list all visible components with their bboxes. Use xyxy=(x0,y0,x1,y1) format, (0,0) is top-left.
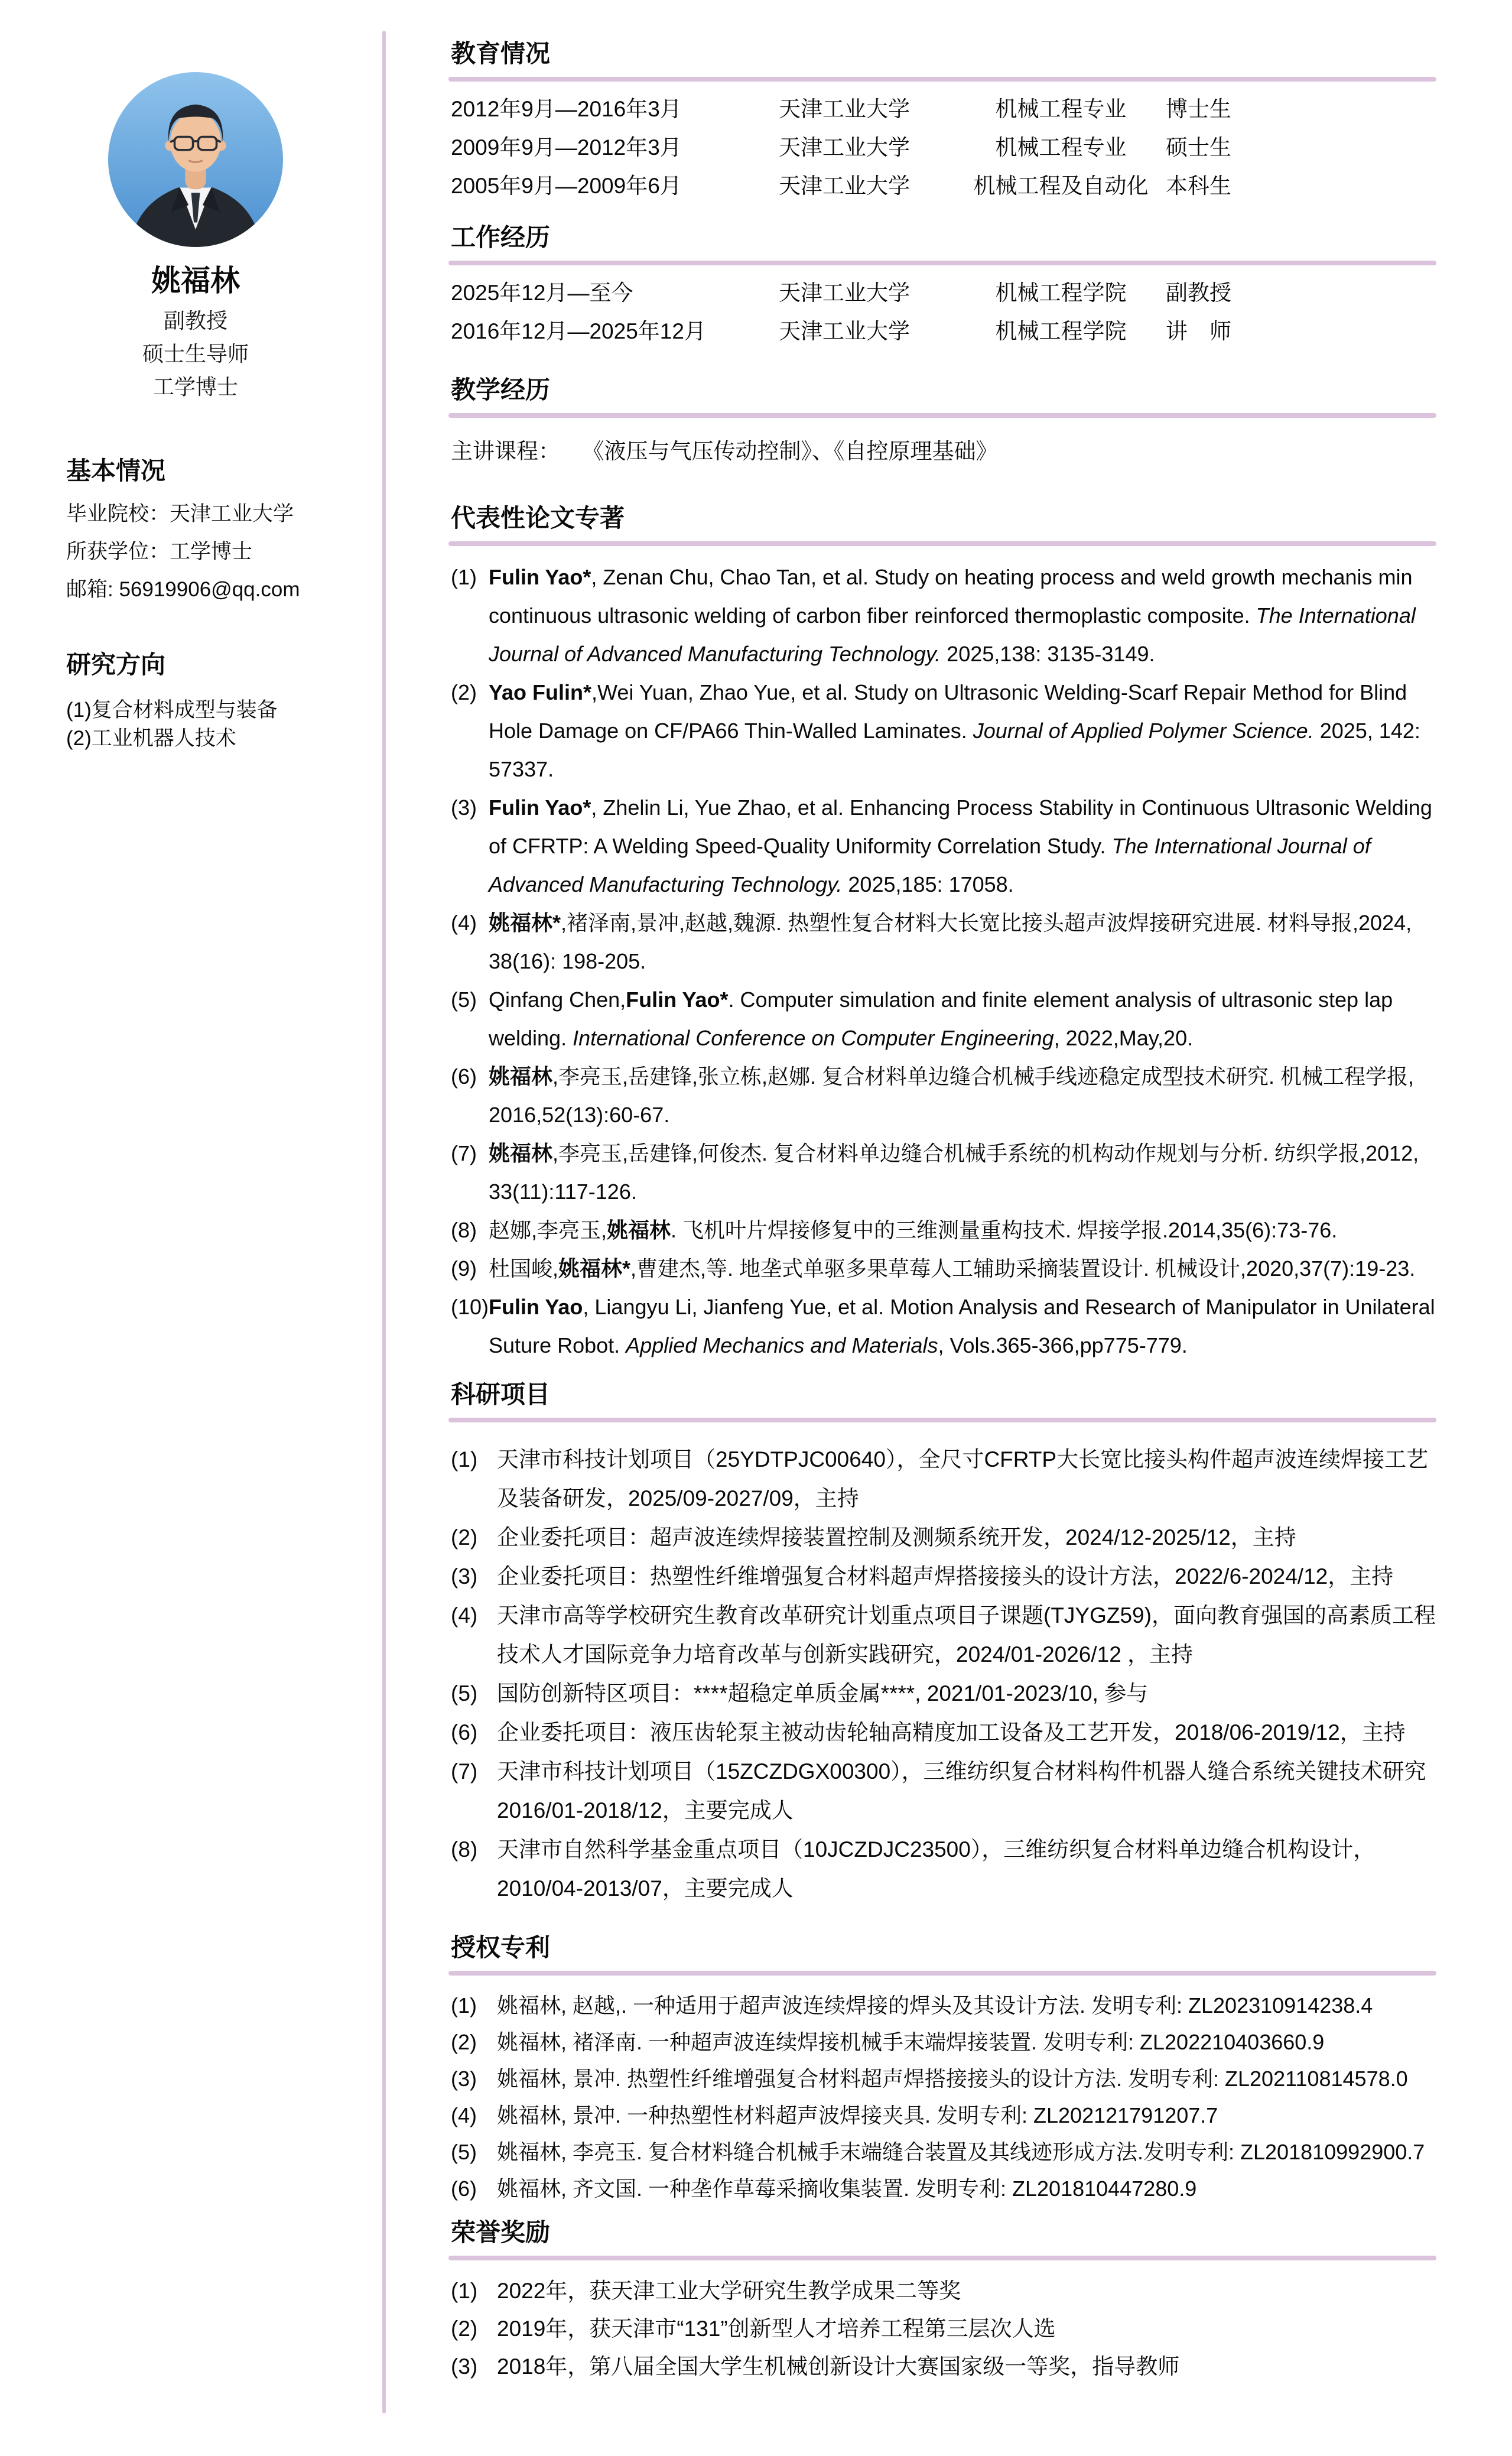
paper-item-segment: . 飞机叶片焊接修复中的三维测量重构技术. 焊接学报.2014,35(6):73-76. xyxy=(671,1218,1338,1242)
patents-header: 授权专利 xyxy=(451,1934,551,1961)
project-item-number: (3) xyxy=(451,1564,478,1588)
patent-item-number: (2) xyxy=(451,2030,477,2054)
paper-item-segment: 姚福林* xyxy=(558,1256,631,1281)
education-rows xyxy=(451,90,1436,205)
paper-item-text xyxy=(489,673,1436,788)
paper-item-segment: 2025,138: 3135-3149. xyxy=(941,642,1155,666)
award-item xyxy=(451,2310,1436,2348)
paper-item-segment: , Zenan Chu, Chao Tan, et al. Study on heating process and weld growth mechanis min continuous ultrasonic welding of carbon fiber reinforced thermoplastic composite. xyxy=(489,565,1413,628)
patent-item xyxy=(451,1987,1436,2024)
section-papers xyxy=(451,502,1436,1365)
person-titles xyxy=(0,304,391,404)
award-item-number: (1) xyxy=(451,2279,478,2303)
research-header: 研究方向 xyxy=(66,651,166,678)
patent-item xyxy=(451,2097,1436,2134)
project-item-number: (5) xyxy=(451,1681,478,1705)
project-item-text xyxy=(497,1713,1436,1752)
patent-item-text xyxy=(497,2097,1436,2134)
section-rule xyxy=(448,1418,1436,1422)
patent-item-number: (3) xyxy=(451,2067,477,2091)
education-row-period: 2012年9月—2016年3月 xyxy=(451,97,682,121)
education-row-degree: 本科生 xyxy=(1166,174,1231,198)
patent-item-segment: 姚福林, 赵越,. 一种适用于超声波连续焊接的焊头及其设计方法. 发明专利: ZL202310914238.4 xyxy=(497,1993,1373,2018)
project-item-segment: 天津市科技计划项目（15ZCZDGX00300），三维纺织复合材料构件机器人缝合系统关键技术研究 2016/01-2018/12，主要完成人 xyxy=(497,1759,1426,1822)
project-item-segment: 天津市自然科学基金重点项目（10JCZDJC23500），三维纺织复合材料单边缝合机构设计， 2010/04-2013/07，主要完成人 xyxy=(497,1837,1376,1901)
project-item-segment: 企业委托项目：热塑性纤维增强复合材料超声焊搭接接头的设计方法，2022/6-2024/12，主持 xyxy=(497,1564,1394,1588)
patent-item-segment: 姚福林, 褚泽南. 一种超声波连续焊接机械手末端焊接装置. 发明专利: ZL202210403660.9 xyxy=(497,2030,1325,2054)
paper-item xyxy=(451,788,1436,904)
project-item-text xyxy=(497,1557,1436,1596)
paper-item-segment: ,李亮玉,岳建锋,何俊杰. 复合材料单边缝合机械手系统的机构动作规划与分析. 纺织学报,2012, 33(11):117-126. xyxy=(489,1141,1419,1204)
research-direction-item: (2)工业机器人技术 xyxy=(66,727,236,750)
person-title: 副教授 xyxy=(163,308,227,333)
education-row-period: 2009年9月—2012年3月 xyxy=(451,135,682,160)
education-row xyxy=(451,167,1436,205)
section-rule xyxy=(448,261,1436,265)
paper-item-segment: ,曹建杰,等. 地垄式单驱多果草莓人工辅助采摘装置设计. 机械设计,2020,37(7):19-23. xyxy=(630,1256,1416,1281)
profile-photo xyxy=(108,72,283,247)
education-row-major: 机械工程及自动化 xyxy=(973,174,1149,198)
section-rule xyxy=(448,541,1436,546)
project-item xyxy=(451,1557,1436,1596)
patent-item xyxy=(451,2024,1436,2061)
sidebar xyxy=(0,0,391,2456)
paper-item-text xyxy=(489,1211,1436,1249)
patent-item-text xyxy=(497,2061,1436,2097)
award-item xyxy=(451,2348,1436,2386)
paper-item-segment: , Liangyu Li, Jianfeng Yue, et al. Motion Analysis and Research of Manipulator in Unilateral Suture Robot. xyxy=(489,1295,1435,1357)
education-row-school: 天津工业大学 xyxy=(779,97,910,121)
education-row xyxy=(451,128,1436,167)
paper-item-segment: ,李亮玉,岳建锋,张立栋,赵娜. 复合材料单边缝合机械手线迹稳定成型技术研究. 机械工程学报, 2016,52(13):60-67. xyxy=(489,1064,1415,1127)
section-rule xyxy=(448,2256,1436,2260)
paper-item-segment: ,褚泽南,景冲,赵越,魏源. 热塑性复合材料大长宽比接头超声波焊接研究进展. 材料导报,2024, 38(16): 198-205. xyxy=(489,911,1412,973)
work-row xyxy=(451,312,1436,350)
project-item-segment: 天津市科技计划项目（25YDTPJC00640），全尺寸CFRTP大长宽比接头构件超声波连续焊接工艺及装备研发，2025/09-2027/09，主持 xyxy=(497,1447,1429,1510)
paper-item-text xyxy=(489,1288,1436,1365)
basic-info-header: 基本情况 xyxy=(66,457,166,485)
patent-item-text xyxy=(497,2134,1436,2171)
patent-item-segment: 姚福林, 景冲. 一种热塑性材料超声波焊接夹具. 发明专利: ZL202121791207.7 xyxy=(497,2103,1218,2127)
project-item-text xyxy=(497,1518,1436,1557)
paper-item-segment: Yao Fulin* xyxy=(489,680,592,704)
vertical-divider xyxy=(382,31,386,2413)
project-item xyxy=(451,1518,1436,1557)
work-row-title: 副教授 xyxy=(1166,281,1231,305)
basic-info-item: 邮箱: 56919906@qq.com xyxy=(66,578,300,601)
paper-item xyxy=(451,673,1436,788)
project-item-number: (8) xyxy=(451,1837,478,1862)
paper-item-number: (5) xyxy=(451,987,477,1012)
paper-item xyxy=(451,1057,1436,1134)
paper-item xyxy=(451,980,1436,1057)
work-row-period: 2016年12月—2025年12月 xyxy=(451,319,706,343)
research-direction-list xyxy=(66,696,278,753)
paper-item-segment: Qinfang Chen, xyxy=(489,987,626,1012)
project-item-number: (1) xyxy=(451,1447,478,1471)
paper-item-text xyxy=(489,1249,1436,1288)
project-item xyxy=(451,1830,1436,1908)
projects-header: 科研项目 xyxy=(451,1380,551,1408)
work-row-title: 讲 师 xyxy=(1166,319,1231,343)
paper-item xyxy=(451,904,1436,980)
education-row-school: 天津工业大学 xyxy=(779,135,910,160)
project-item-text xyxy=(497,1596,1436,1674)
paper-item-segment: Fulin Yao* xyxy=(489,565,591,589)
paper-item-number: (1) xyxy=(451,565,477,589)
research-direction-item: (1)复合材料成型与装备 xyxy=(66,699,278,722)
paper-item-segment: . Computer simulation and finite element analysis of ultrasonic step lap welding. xyxy=(489,987,1393,1050)
award-item-segment: 2019年，获天津市“131”创新型人才培养工程第三层次人选 xyxy=(497,2317,1056,2341)
patent-item-segment: 姚福林, 景冲. 热塑性纤维增强复合材料超声焊搭接接头的设计方法. 发明专利: ZL202110814578.0 xyxy=(497,2067,1408,2091)
paper-item xyxy=(451,1249,1436,1288)
papers-header: 代表性论文专著 xyxy=(451,504,625,532)
patent-item-text xyxy=(497,2171,1436,2207)
courses-value: 《液压与气压传动控制》、《自控原理基础》 xyxy=(593,439,998,463)
patent-item xyxy=(451,2171,1436,2207)
paper-item-text xyxy=(489,904,1436,980)
section-rule xyxy=(448,1971,1436,1976)
paper-item-text xyxy=(489,788,1436,904)
patent-item xyxy=(451,2134,1436,2171)
basic-info-list xyxy=(66,495,300,609)
project-item-text xyxy=(497,1440,1436,1518)
person-title: 硕士生导师 xyxy=(142,342,249,366)
project-item xyxy=(451,1674,1436,1713)
paper-item-number: (4) xyxy=(451,911,477,935)
awards-header: 荣誉奖励 xyxy=(451,2218,551,2246)
paper-item-number: (6) xyxy=(451,1064,477,1089)
paper-item-segment: 姚福林 xyxy=(489,1141,553,1165)
project-item xyxy=(451,1440,1436,1518)
section-rule xyxy=(448,413,1436,418)
teaching-courses-row xyxy=(451,432,1436,470)
project-item-text xyxy=(497,1752,1436,1830)
paper-item-segment: Applied Mechanics and Materials xyxy=(626,1333,938,1357)
patent-item xyxy=(451,2061,1436,2097)
section-education xyxy=(451,38,1436,205)
work-rows xyxy=(451,274,1436,350)
work-row-period: 2025年12月—至今 xyxy=(451,281,633,305)
person-title: 工学博士 xyxy=(152,375,238,399)
paper-item-text xyxy=(489,1134,1436,1211)
work-row-dept: 机械工程学院 xyxy=(995,281,1127,305)
section-patents xyxy=(451,1932,1436,2207)
project-item-segment: 国防创新特区项目：****超稳定单质金属****, 2021/01-2023/10, 参与 xyxy=(497,1681,1149,1705)
patent-item-segment: 姚福林, 李亮玉. 复合材料缝合机械手末端缝合装置及其线迹形成方法.发明专利: ZL201810992900.7 xyxy=(497,2140,1425,2164)
basic-info-item: 毕业院校：天津工业大学 xyxy=(66,502,294,525)
education-row xyxy=(451,90,1436,128)
patents-list xyxy=(451,1987,1436,2207)
award-item-number: (3) xyxy=(451,2354,478,2379)
patent-item-text xyxy=(497,1987,1436,2024)
awards-list xyxy=(451,2272,1436,2386)
project-item-segment: 企业委托项目：超声波连续焊接装置控制及测频系统开发，2024/12-2025/12，主持 xyxy=(497,1525,1296,1549)
project-item-number: (2) xyxy=(451,1525,478,1549)
work-row xyxy=(451,274,1436,312)
paper-item-number: (9) xyxy=(451,1256,477,1281)
patent-item-number: (6) xyxy=(451,2176,477,2201)
education-header: 教育情况 xyxy=(451,40,551,67)
paper-item-segment: 杜国峻, xyxy=(489,1256,559,1281)
patent-item-number: (1) xyxy=(451,1993,477,2018)
paper-item-segment: , Zhelin Li, Yue Zhao, et al. Enhancing Process Stability in Continuous Ultrasonic Welding of CFRTP: A Welding Speed-Quality Uniformity Correlation Study. xyxy=(489,795,1432,858)
paper-item xyxy=(451,558,1436,673)
section-work xyxy=(451,222,1436,350)
paper-item-text xyxy=(489,1057,1436,1134)
award-item-text xyxy=(497,2348,1436,2386)
work-row-school: 天津工业大学 xyxy=(779,281,910,305)
education-row-major: 机械工程专业 xyxy=(995,135,1127,160)
paper-item-number: (8) xyxy=(451,1218,477,1242)
paper-item-text xyxy=(489,980,1436,1057)
section-projects xyxy=(451,1379,1436,1908)
project-item xyxy=(451,1752,1436,1830)
section-awards xyxy=(451,2217,1436,2386)
paper-item-segment: , 2022,May,20. xyxy=(1053,1026,1194,1050)
project-item-number: (4) xyxy=(451,1603,478,1627)
person-name: 姚福林 xyxy=(151,264,240,297)
paper-item-text xyxy=(489,558,1436,673)
paper-item-number: (10) xyxy=(451,1295,489,1319)
paper-item-segment: 赵娜,李亮玉, xyxy=(489,1218,607,1242)
paper-item-segment: The International Journal of Advanced Manufacturing Technology. xyxy=(489,834,1371,896)
paper-item-segment: 姚福林 xyxy=(607,1218,671,1242)
paper-item-segment: Fulin Yao* xyxy=(626,987,729,1012)
award-item-text xyxy=(497,2310,1436,2348)
paper-item-number: (3) xyxy=(451,795,477,820)
paper-item-segment: The International Journal of Advanced Manufacturing Technology. xyxy=(489,603,1416,666)
paper-item xyxy=(451,1134,1436,1211)
work-row-dept: 机械工程学院 xyxy=(995,319,1127,343)
award-item-text xyxy=(497,2272,1436,2310)
paper-item-segment: , Vols.365-366,pp775-779. xyxy=(938,1333,1188,1357)
paper-item-segment: Fulin Yao xyxy=(489,1295,583,1319)
paper-item-number: (7) xyxy=(451,1141,477,1165)
project-item-text xyxy=(497,1674,1436,1713)
paper-item-segment: 姚福林* xyxy=(489,911,561,935)
patent-item-segment: 姚福林, 齐文国. 一种垄作草莓采摘收集装置. 发明专利: ZL201810447280.9 xyxy=(497,2176,1197,2201)
education-row-degree: 博士生 xyxy=(1166,97,1231,121)
project-item-number: (7) xyxy=(451,1759,478,1783)
project-item xyxy=(451,1596,1436,1674)
basic-info-item: 所获学位：工学博士 xyxy=(66,540,253,563)
patent-item-number: (5) xyxy=(451,2140,477,2164)
projects-list xyxy=(451,1440,1436,1908)
education-row-major: 机械工程专业 xyxy=(995,97,1127,121)
section-teaching xyxy=(451,374,1436,470)
paper-item-segment: Fulin Yao* xyxy=(489,795,591,820)
courses-label: 主讲课程： xyxy=(451,439,560,463)
paper-item xyxy=(451,1211,1436,1249)
paper-item-number: (2) xyxy=(451,680,477,704)
paper-item-segment: 姚福林 xyxy=(489,1064,553,1089)
paper-item-segment: 2025, 142: 57337. xyxy=(489,719,1420,781)
project-item-segment: 企业委托项目：液压齿轮泵主被动齿轮轴高精度加工设备及工艺开发，2018/06-2019/12，主持 xyxy=(497,1720,1406,1744)
award-item-number: (2) xyxy=(451,2317,478,2341)
patent-item-number: (4) xyxy=(451,2103,477,2127)
papers-list xyxy=(451,558,1436,1365)
paper-item-segment: International Conference on Computer Engineering xyxy=(573,1026,1054,1050)
paper-item-segment: 2025,185: 17058. xyxy=(842,872,1014,896)
award-item-segment: 2022年，获天津工业大学研究生教学成果二等奖 xyxy=(497,2279,961,2303)
project-item xyxy=(451,1713,1436,1752)
project-item-text xyxy=(497,1830,1436,1908)
section-rule xyxy=(448,77,1436,82)
award-item-segment: 2018年，第八届全国大学生机械创新设计大赛国家级一等奖，指导教师 xyxy=(497,2354,1180,2379)
award-item xyxy=(451,2272,1436,2310)
education-row-degree: 硕士生 xyxy=(1166,135,1231,160)
education-row-period: 2005年9月—2009年6月 xyxy=(451,174,682,198)
paper-item-segment: ,Wei Yuan, Zhao Yue, et al. Study on Ultrasonic Welding-Scarf Repair Method for Blind Hole Damage on CF/PA66 Thin-Walled Laminates. xyxy=(489,680,1407,743)
project-item-number: (6) xyxy=(451,1720,478,1744)
person-avatar-icon xyxy=(108,72,283,247)
patent-item-text xyxy=(497,2024,1436,2061)
teaching-header: 教学经历 xyxy=(451,376,551,404)
paper-item-segment: Journal of Applied Polymer Science. xyxy=(973,719,1314,743)
work-row-school: 天津工业大学 xyxy=(779,319,910,343)
education-row-school: 天津工业大学 xyxy=(779,174,910,198)
project-item-segment: 天津市高等学校研究生教育改革研究计划重点项目子课题(TJYGZ59)，面向教育强国的高素质工程技术人才国际竞争力培育改革与创新实践研究，2024/01-2026/12 ，主持 xyxy=(497,1603,1436,1666)
work-header: 工作经历 xyxy=(451,223,551,251)
main-content xyxy=(451,0,1436,2386)
paper-item xyxy=(451,1288,1436,1365)
